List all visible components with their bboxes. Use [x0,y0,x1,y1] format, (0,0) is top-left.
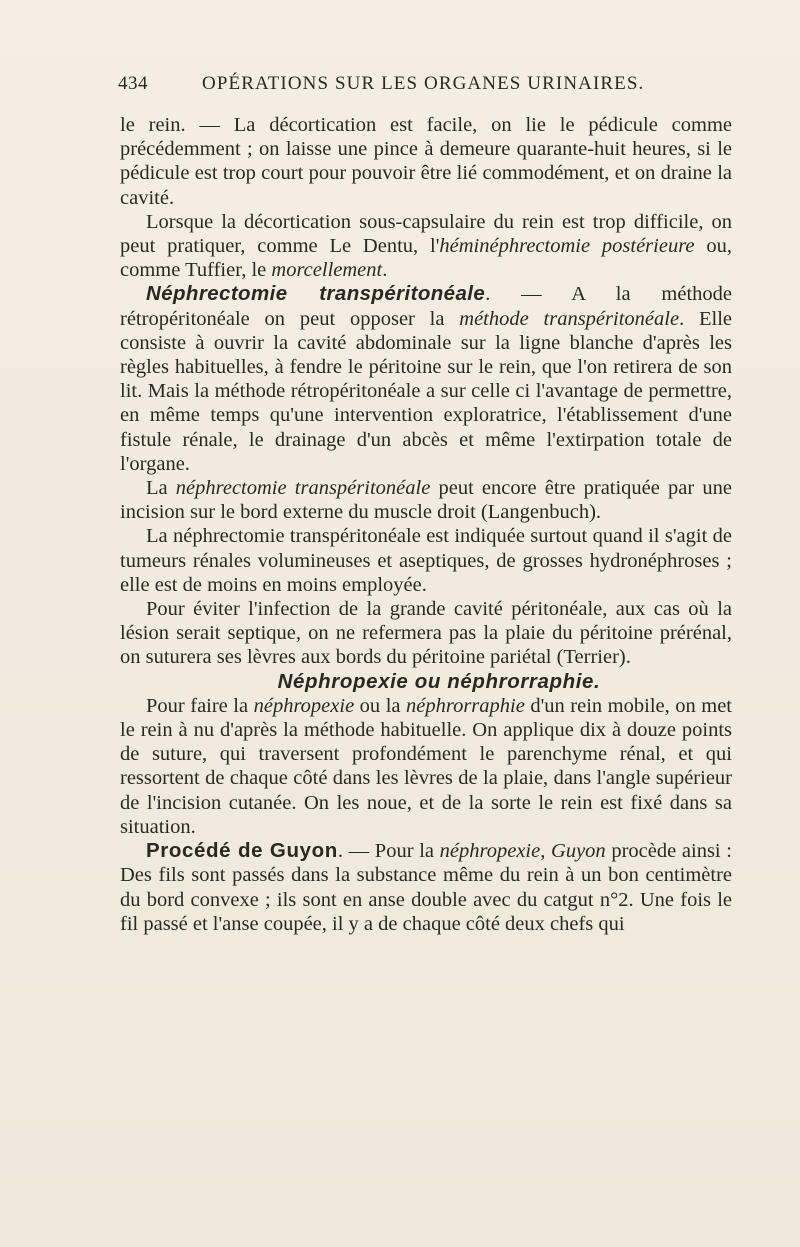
paragraph-2-text-a: Lorsque la décortication sous-capsulaire du rein est trop difficile, on peut pratiquer, comme Le Dentu, l' [120,210,732,258]
paragraph-8-text-a: . — Pour la [337,840,440,863]
paragraph-3-text-b: . Elle consiste à ouvrir la cavité abdominale sur la ligne blanche d'après les règles habituelles, à fendre le péritoine sur le rein, que l'on retirera de son lit. Mais la méthode rétropéritonéale a sur celle ci l'avantage de permettre, en même temps qu'une intervention exploratrice, l'établissement d'une fistule rénale, le drainage d'un abcès et même l'extirpation totale de l'organe. [120,307,733,475]
paragraph-4 [120,476,732,524]
subheading-nephrectomy-transperitoneal: Néphrectomie transpéritonéale [146,282,486,306]
paragraph-6 [120,597,732,670]
paragraph-7-text-c: d'un rein mobile, on met le rein à nu d'après la méthode habituelle. On applique dix à douze points de suture, qui traversent profondément le parenchyme rénal, et qui ressortent de chaque côté dans les lèvres de la plaie, dans l'angle supérieur de l'incision cutanée. On les noue, et de la sorte le rein est fixé dans sa situation. [120,694,732,838]
paragraph-4-text-a: La [146,477,176,500]
section-title: Néphropexie ou néphrorraphie. [277,669,601,693]
subheading-guyon-procedure: Procédé de Guyon [146,839,338,863]
paragraph-2-text-b: ou, comme Tuffier, le [120,235,733,282]
paragraph-7-text-b: ou la [354,694,406,717]
paragraph-3 [120,282,732,476]
paragraph-3-text-a: . — A la méthode rétropéritonéale on peut opposer la [120,283,732,330]
paragraph-7 [120,694,732,839]
paragraph-2 [120,210,732,283]
term-nephrorraphy: néphrorraphie [406,694,525,717]
term-nephropexy: néphropexie [253,694,355,717]
author-guyon: Guyon [551,840,606,863]
paragraph-4-text-b: peut encore être pratiquée par une incision sur le bord externe du muscle droit (Langenbuch). [120,477,732,524]
body-text [120,113,732,936]
page-number: 434 [118,73,148,94]
running-title: OPÉRATIONS SUR LES ORGANES URINAIRES. [202,73,645,94]
paragraph-2-text-c: . [382,259,388,282]
paragraph-8-text-b: , [540,840,552,863]
term-hemi-nephrectomy: héminéphrectomie postérieure [439,235,695,258]
paragraph-6-text: Pour éviter l'infection de la grande cavité péritonéale, aux cas où la lésion serait septique, on ne refermera pas la plaie du péritoine prérénal, on suturera ses lèvres aux bords du péritoine pariétal (Terrier). [120,598,732,669]
term-morcellement: morcellement [271,259,383,282]
paragraph-1-text: le rein. — La décortication est facile, on lie le pédicule comme précédemment ; on laisse une pince à demeure quarante-huit heures, si le pédicule est trop court pour pouvoir être lié commodément, et on draine la cavité. [120,114,732,209]
term-transperitoneal-nephrectomy: néphrectomie transpéritonéale [175,477,431,500]
term-nephropexy-2: néphropexie [439,840,541,863]
paragraph-5 [120,524,732,597]
page-header [118,73,733,101]
paragraph-1 [120,113,732,210]
paragraph-8 [120,839,732,936]
term-transperitoneal-method: méthode transpéritonéale [459,307,680,330]
paragraph-7-text-a: Pour faire la [146,694,254,717]
paragraph-5-text: La néphrectomie transpéritonéale est indiquée surtout quand il s'agit de tumeurs rénales volumineuses et aseptiques, de grosses hydronéphroses ; elle est de moins en moins employée. [120,525,732,596]
paragraph-8-text-c: procède ainsi : Des fils sont passés dans la substance même du rein à un bon centimètre du bord convexe ; ils sont en anse double avec du catgut n°2. Une fois le fil passé et l'anse coupée, il y a de chaque côté deux chefs qui [120,840,732,935]
